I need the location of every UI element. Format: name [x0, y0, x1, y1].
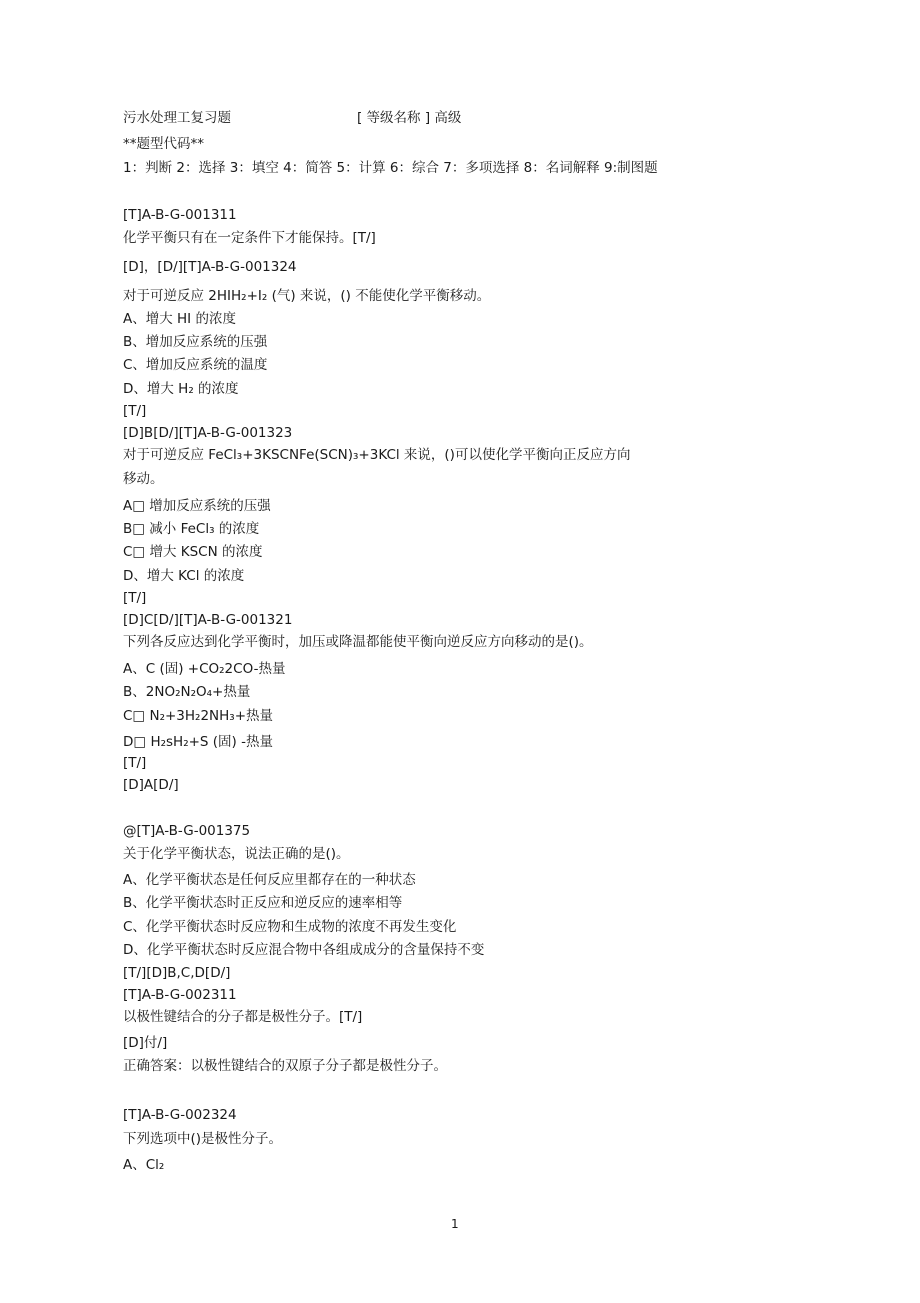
option-c: C、增加反应系统的温度: [123, 357, 268, 373]
doc-title: 污水处理工复习题: [123, 110, 231, 126]
option-c: C□ N₂+3H₂2NH₃+热量: [123, 708, 274, 724]
option-c: C□ 增大 KSCN 的浓度: [123, 544, 263, 560]
option-d: D、化学平衡状态时反应混合物中各组成成分的含量保持不变: [123, 942, 485, 958]
type-code-list: 1：判断 2：选择 3：填空 4：简答 5：计算 6：综合 7：多项选择 8：名词解释 9:制图题: [123, 160, 658, 176]
question-text: 下列选项中()是极性分子。: [123, 1131, 283, 1147]
answer-line: [D]C[D/][T]A-B-G-001321: [123, 612, 293, 628]
question-text: 关于化学平衡状态，说法正确的是()。: [123, 846, 350, 862]
option-d: D、增大 KCl 的浓度: [123, 568, 245, 584]
option-c: C、化学平衡状态时反应物和生成物的浓度不再发生变化: [123, 919, 457, 935]
question-id: [T]A-B-G-002324: [123, 1107, 237, 1123]
question-id: [T]A-B-G-002311: [123, 987, 237, 1003]
correct-answer: 正确答案：以极性键结合的双原子分子都是极性分子。: [123, 1058, 447, 1074]
grade-label: [ 等级名称 ] 高级: [357, 110, 462, 126]
option-d: D、增大 H₂ 的浓度: [123, 381, 239, 397]
answer-line: [D]，[D/][T]A-B-G-001324: [123, 259, 297, 275]
tag-line: [T/]: [123, 755, 147, 771]
question-text: 下列各反应达到化学平衡时，加压或降温都能使平衡向逆反应方向移动的是()。: [123, 634, 593, 650]
page-number: 1: [451, 1217, 459, 1231]
option-a: A、增大 HI 的浓度: [123, 311, 236, 327]
option-b: B□ 减小 FeCl₃ 的浓度: [123, 521, 260, 537]
question-text: 对于可逆反应 FeCl₃+3KSCNFe(SCN)₃+3KCl 来说，()可以使化学平衡向正反应方向: [123, 447, 631, 463]
option-a: A、Cl₂: [123, 1157, 165, 1173]
question-text: 化学平衡只有在一定条件下才能保持。[T/]: [123, 230, 376, 246]
answer-line: [T/][D]B,C,D[D/]: [123, 965, 231, 981]
answer-line: [D]A[D/]: [123, 777, 179, 793]
option-a: A□ 增加反应系统的压强: [123, 498, 271, 514]
type-code-heading: **题型代码**: [123, 136, 204, 152]
tag-line: [T/]: [123, 403, 147, 419]
option-d: D□ H₂sH₂+S (固) -热量: [123, 734, 273, 750]
option-b: B、增加反应系统的压强: [123, 334, 268, 350]
tag-line: [T/]: [123, 590, 147, 606]
answer-line: [D]付/]: [123, 1035, 168, 1051]
question-text: 以极性键结合的分子都是极性分子。[T/]: [123, 1009, 363, 1025]
question-id: [T]A-B-G-001311: [123, 207, 237, 223]
question-text: 对于可逆反应 2HIH₂+I₂ (气) 来说，() 不能使化学平衡移动。: [123, 288, 491, 304]
option-a: A、化学平衡状态是任何反应里都存在的一种状态: [123, 872, 416, 888]
option-a: A、C (固) +CO₂2CO-热量: [123, 661, 286, 677]
option-b: B、2NO₂N₂O₄+热量: [123, 684, 251, 700]
option-b: B、化学平衡状态时正反应和逆反应的速率相等: [123, 895, 403, 911]
question-id: @[T]A-B-G-001375: [123, 823, 251, 839]
question-text-cont: 移动。: [123, 471, 164, 487]
answer-line: [D]B[D/][T]A-B-G-001323: [123, 425, 293, 441]
